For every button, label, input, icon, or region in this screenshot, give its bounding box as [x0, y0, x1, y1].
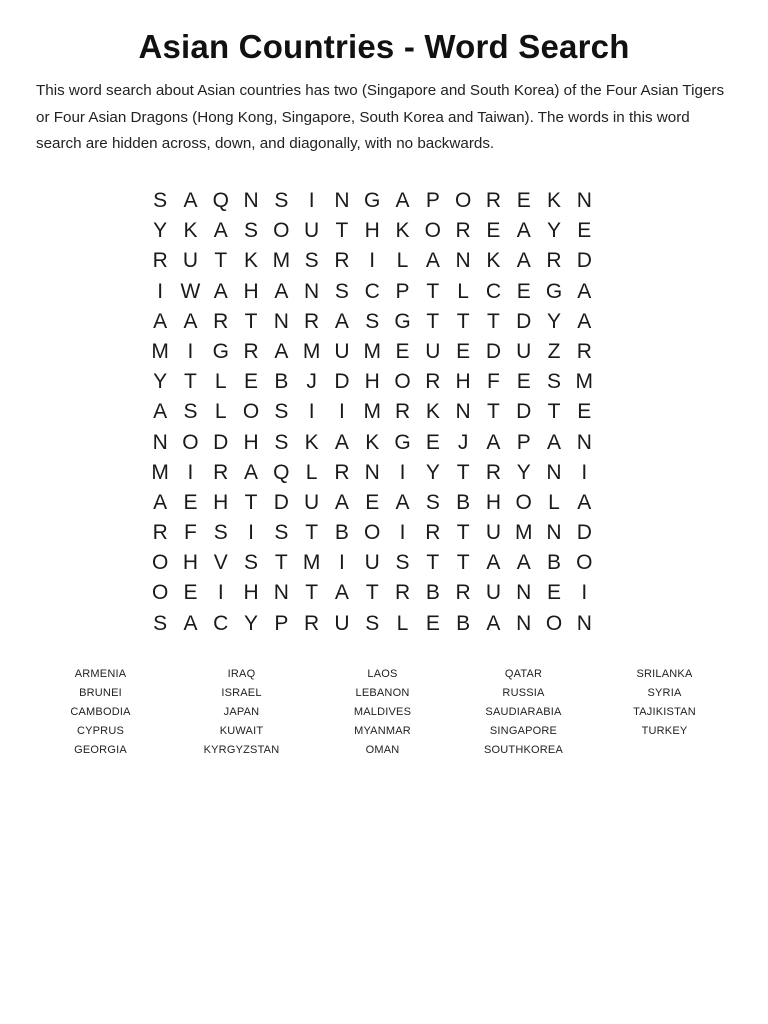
grid-letter: M: [272, 249, 291, 273]
word-list-item: RUSSIA: [502, 687, 545, 699]
grid-letter: P: [274, 611, 289, 635]
grid-letter: R: [334, 249, 350, 273]
grid-letter: E: [244, 370, 259, 394]
word-list-item: OMAN: [365, 744, 400, 756]
grid-letter: D: [273, 490, 289, 514]
grid-letter: S: [153, 189, 168, 212]
grid-letter: I: [308, 400, 315, 424]
grid-letter: E: [456, 339, 471, 363]
grid-letter: D: [485, 339, 501, 363]
grid-letter: K: [395, 219, 410, 243]
word-list-column: [594, 665, 735, 760]
grid-letter: L: [396, 611, 409, 635]
grid-letter: T: [456, 551, 470, 575]
grid-letter: I: [187, 339, 194, 363]
grid-letter: S: [274, 521, 289, 545]
grid-letter: H: [243, 430, 259, 454]
grid-letter: N: [455, 400, 471, 424]
grid-letter: M: [575, 370, 594, 394]
grid-letter: N: [273, 581, 289, 605]
grid-letter: T: [426, 551, 440, 575]
grid-letter: U: [334, 339, 350, 363]
grid-letter: S: [304, 249, 319, 273]
grid-letter: R: [304, 611, 320, 635]
grid-letter: S: [334, 279, 349, 303]
grid-letter: P: [395, 279, 410, 303]
grid-letter: N: [334, 189, 350, 212]
grid-letter: T: [426, 309, 440, 333]
grid-letter: A: [547, 430, 562, 454]
grid-letter: A: [213, 279, 228, 303]
grid-letter: I: [581, 581, 588, 605]
grid-letter: O: [576, 551, 593, 575]
grid-letter: R: [455, 581, 471, 605]
grid-letter: R: [243, 339, 259, 363]
grid-letter: N: [455, 249, 471, 273]
grid-letter: P: [425, 189, 440, 212]
word-list-item: LAOS: [367, 668, 398, 680]
grid-letter: A: [183, 611, 198, 635]
grid-letter: R: [425, 521, 441, 545]
grid-letter: Y: [153, 370, 168, 394]
grid-letter: T: [184, 370, 197, 394]
word-list-item: BRUNEI: [79, 687, 122, 699]
grid-letter: L: [548, 490, 560, 514]
grid-letter: U: [516, 339, 532, 363]
word-list-item: KYRGYZSTAN: [203, 744, 280, 756]
grid-letter: Y: [516, 460, 531, 484]
grid-letter: G: [364, 189, 381, 212]
grid-letter: L: [305, 460, 318, 484]
word-list-item: LEBANON: [355, 687, 410, 699]
grid-letter: K: [244, 249, 259, 273]
grid-letter: E: [425, 430, 440, 454]
grid-letter: I: [248, 521, 254, 545]
grid-letter: I: [399, 460, 406, 484]
grid-letter: D: [516, 309, 532, 333]
grid-letter: R: [394, 400, 411, 424]
grid-letter: V: [213, 551, 228, 575]
grid-letter: O: [454, 189, 472, 212]
word-list-item: TURKEY: [641, 725, 688, 737]
grid-letter: Z: [547, 339, 561, 363]
grid-letter: Y: [547, 309, 562, 333]
grid-letter: N: [576, 611, 592, 635]
word-list-item: SINGAPORE: [489, 725, 558, 737]
grid-letter: M: [302, 339, 321, 363]
grid-letter: A: [516, 551, 531, 575]
grid-letter: B: [274, 370, 289, 394]
grid-letter: K: [304, 430, 319, 454]
grid-letter: A: [274, 279, 289, 303]
grid-letter: E: [365, 490, 380, 514]
word-list-item: JAPAN: [223, 706, 260, 718]
grid-letter: O: [151, 581, 169, 605]
word-list-item: SAUDIARABIA: [485, 706, 562, 718]
word-list-item: IRAQ: [227, 668, 256, 680]
grid-letter: O: [151, 551, 169, 575]
grid-letter: N: [364, 460, 380, 484]
grid-letter: U: [485, 521, 501, 545]
grid-letter: F: [487, 370, 500, 394]
grid-letter: T: [456, 521, 470, 545]
grid-letter: T: [305, 581, 319, 605]
grid-letter: U: [334, 611, 350, 635]
grid-letter: A: [334, 581, 349, 605]
grid-letter: S: [425, 490, 440, 514]
grid-letter: R: [576, 339, 592, 363]
grid-letter: E: [577, 400, 592, 424]
grid-letter: N: [152, 430, 168, 454]
grid-letter: B: [547, 551, 562, 575]
grid-letter: H: [243, 279, 259, 303]
grid-letter: T: [487, 309, 500, 333]
grid-letter: M: [514, 521, 533, 545]
word-list-column: [312, 665, 453, 760]
grid-letter: A: [334, 309, 349, 333]
grid-letter: E: [183, 581, 198, 605]
grid-letter: O: [242, 400, 260, 424]
grid-letter: H: [364, 219, 380, 243]
grid-letter: R: [152, 521, 168, 545]
grid-letter: O: [394, 370, 411, 394]
grid-letter: O: [424, 219, 441, 243]
grid-letter: A: [486, 551, 501, 575]
grid-letter: B: [456, 611, 471, 635]
grid-letter: U: [182, 249, 199, 273]
grid-letter: T: [487, 400, 500, 424]
grid-letter: I: [308, 189, 315, 212]
grid-letter: Y: [425, 460, 440, 484]
grid-letter: A: [334, 430, 349, 454]
grid-letter: A: [516, 219, 531, 243]
grid-letter: K: [183, 219, 198, 243]
grid-letter: O: [273, 219, 290, 243]
grid-letter: Q: [212, 189, 229, 212]
grid-letter: F: [184, 521, 197, 545]
grid-letter: H: [182, 551, 199, 575]
grid-letter: R: [546, 249, 562, 273]
grid-letter: S: [213, 521, 228, 545]
grid-letter: E: [547, 581, 562, 605]
grid-letter: S: [244, 219, 259, 243]
grid-letter: E: [516, 189, 531, 212]
grid-letter: J: [457, 430, 469, 454]
grid-letter: E: [516, 370, 531, 394]
grid-letter: E: [425, 611, 440, 635]
grid-letter: I: [187, 460, 194, 484]
grid-letter: E: [183, 490, 198, 514]
word-list-column: [453, 665, 594, 760]
grid-letter: N: [273, 309, 289, 333]
grid-letter: L: [214, 370, 227, 394]
grid-letter: N: [516, 611, 532, 635]
grid-letter: S: [274, 189, 289, 212]
grid-letter: I: [369, 249, 376, 273]
grid-letter: H: [364, 370, 380, 394]
grid-letter: C: [364, 279, 380, 303]
grid-letter: P: [516, 430, 531, 454]
grid-letter: T: [244, 309, 258, 333]
grid-letter: N: [546, 460, 562, 484]
grid-letter: B: [334, 521, 349, 545]
grid-letter: A: [183, 189, 198, 212]
grid-letter: O: [364, 521, 381, 545]
grid-letter: E: [486, 219, 501, 243]
grid-letter: B: [456, 490, 471, 514]
grid-letter: T: [547, 400, 561, 424]
grid-letter: L: [214, 400, 227, 424]
grid-letter: C: [213, 611, 229, 635]
grid-letter: R: [425, 370, 441, 394]
grid-letter: N: [243, 189, 259, 212]
grid-letter: U: [485, 581, 501, 605]
grid-letter: R: [152, 249, 168, 273]
grid-letter: O: [545, 611, 563, 635]
word-list-item: SOUTHKOREA: [483, 744, 563, 756]
grid-letter: U: [364, 551, 380, 575]
grid-letter: A: [395, 189, 410, 212]
grid-letter: E: [577, 219, 592, 243]
grid-letter: H: [455, 370, 471, 394]
grid-letter: H: [213, 490, 229, 514]
grid-letter: S: [365, 611, 380, 635]
word-list-item: TAJIKISTAN: [633, 706, 696, 718]
grid-letter: T: [335, 219, 349, 243]
grid-letter: A: [153, 309, 168, 333]
word-list-item: SRILANKA: [636, 668, 693, 680]
grid-letter: S: [153, 611, 168, 635]
word-list-item: CAMBODIA: [70, 706, 131, 718]
word-list-item: ARMENIA: [74, 668, 127, 680]
grid-letter: A: [486, 611, 501, 635]
grid-letter: S: [274, 400, 289, 424]
word-list-item: KUWAIT: [219, 725, 264, 737]
grid-letter: H: [243, 581, 259, 605]
grid-letter: K: [486, 249, 501, 273]
grid-letter: I: [157, 279, 164, 303]
grid-letter: A: [183, 309, 198, 333]
word-list-column: [171, 665, 312, 760]
grid-letter: R: [394, 581, 411, 605]
grid-letter: L: [396, 249, 409, 273]
grid-letter: Y: [547, 219, 562, 243]
grid-letter: I: [581, 460, 588, 484]
grid-letter: R: [485, 460, 501, 484]
grid-letter: W: [180, 279, 201, 303]
grid-letter: A: [274, 339, 289, 363]
grid-letter: I: [339, 400, 345, 424]
grid-letter: A: [486, 430, 501, 454]
grid-letter: M: [151, 339, 169, 363]
grid-letter: I: [217, 581, 224, 605]
word-list-item: QATAR: [504, 668, 543, 680]
word-list-item: SYRIA: [647, 687, 682, 699]
grid-letter: S: [395, 551, 410, 575]
grid-letter: R: [213, 460, 229, 484]
grid-letter: K: [547, 189, 562, 212]
grid-letter: J: [306, 370, 317, 394]
grid-letter: D: [334, 370, 350, 394]
grid-letter: T: [456, 309, 470, 333]
word-list-item: GEORGIA: [74, 744, 127, 756]
grid-letter: A: [153, 490, 168, 514]
grid-letter: C: [485, 279, 501, 303]
grid-letter: G: [394, 309, 411, 333]
grid-letter: M: [363, 339, 381, 363]
grid-letter: L: [457, 279, 469, 303]
grid-letter: T: [426, 279, 440, 303]
grid-letter: R: [455, 219, 471, 243]
grid-letter: A: [244, 460, 259, 484]
grid-letter: U: [304, 490, 320, 514]
grid-letter: U: [425, 339, 441, 363]
grid-letter: D: [576, 521, 592, 545]
grid-letter: N: [576, 430, 592, 454]
grid-letter: E: [516, 279, 531, 303]
grid-letter: I: [399, 521, 406, 545]
grid-letter: A: [577, 309, 592, 333]
grid-letter: S: [244, 551, 259, 575]
grid-letter: R: [334, 460, 350, 484]
grid-letter: S: [183, 400, 198, 424]
grid-letter: D: [576, 249, 592, 273]
grid-letter: M: [363, 400, 381, 424]
grid-letter: N: [304, 279, 320, 303]
grid-letter: N: [576, 189, 592, 212]
grid-letter: I: [339, 551, 345, 575]
grid-letter: A: [425, 249, 440, 273]
grid-letter: D: [516, 400, 532, 424]
word-list-item: ISRAEL: [221, 687, 262, 699]
grid-letter: A: [334, 490, 349, 514]
grid-letter: M: [302, 551, 321, 575]
grid-letter: T: [456, 460, 470, 484]
page-title: Asian Countries - Word Search: [138, 28, 630, 65]
grid-letter: O: [515, 490, 532, 514]
word-list-item: MALDIVES: [353, 706, 412, 718]
grid-letter: T: [274, 551, 288, 575]
grid-letter: R: [485, 189, 501, 212]
word-list-item: CYPRUS: [76, 725, 125, 737]
intro-paragraph: This word search about Asian countries has two (Singapore and South Korea) of the Four Asian Tigers or Four Asian Dragons (Hong Kong, Singapore, South Korea and Taiwan). The words in this word search are hidden across, down, and diagonally, with no backwards.: [36, 82, 725, 152]
grid-letter: S: [365, 309, 380, 333]
grid-letter: N: [516, 581, 532, 605]
grid-letter: K: [425, 400, 440, 424]
grid-letter: G: [212, 339, 229, 363]
grid-letter: T: [214, 249, 228, 273]
word-search-grid: [145, 186, 599, 639]
grid-letter: A: [395, 490, 410, 514]
grid-letter: N: [546, 521, 562, 545]
grid-letter: Q: [273, 460, 290, 484]
grid-letter: A: [213, 219, 228, 243]
grid-letter: B: [425, 581, 440, 605]
word-list-item: MYANMAR: [354, 725, 411, 737]
grid-letter: Y: [244, 611, 259, 635]
grid-letter: A: [577, 279, 592, 303]
grid-letter: Y: [153, 219, 168, 243]
grid-letter: S: [547, 370, 562, 394]
grid-letter: A: [516, 249, 531, 273]
grid-letter: A: [577, 490, 592, 514]
grid-letter: T: [244, 490, 258, 514]
grid-letter: R: [304, 309, 320, 333]
grid-letter: T: [305, 521, 319, 545]
grid-letter: O: [182, 430, 199, 454]
grid-letter: H: [485, 490, 501, 514]
grid-letter: R: [213, 309, 229, 333]
grid-letter: M: [151, 460, 169, 484]
grid-letter: K: [365, 430, 380, 454]
grid-letter: A: [153, 400, 168, 424]
grid-letter: T: [365, 581, 379, 605]
word-list: [30, 665, 730, 760]
grid-letter: G: [394, 430, 411, 454]
grid-letter: E: [395, 339, 410, 363]
grid-letter: D: [213, 430, 229, 454]
grid-letter: G: [545, 279, 563, 303]
grid-letter: U: [304, 219, 320, 243]
word-list-column: [30, 665, 171, 760]
grid-letter: S: [274, 430, 289, 454]
